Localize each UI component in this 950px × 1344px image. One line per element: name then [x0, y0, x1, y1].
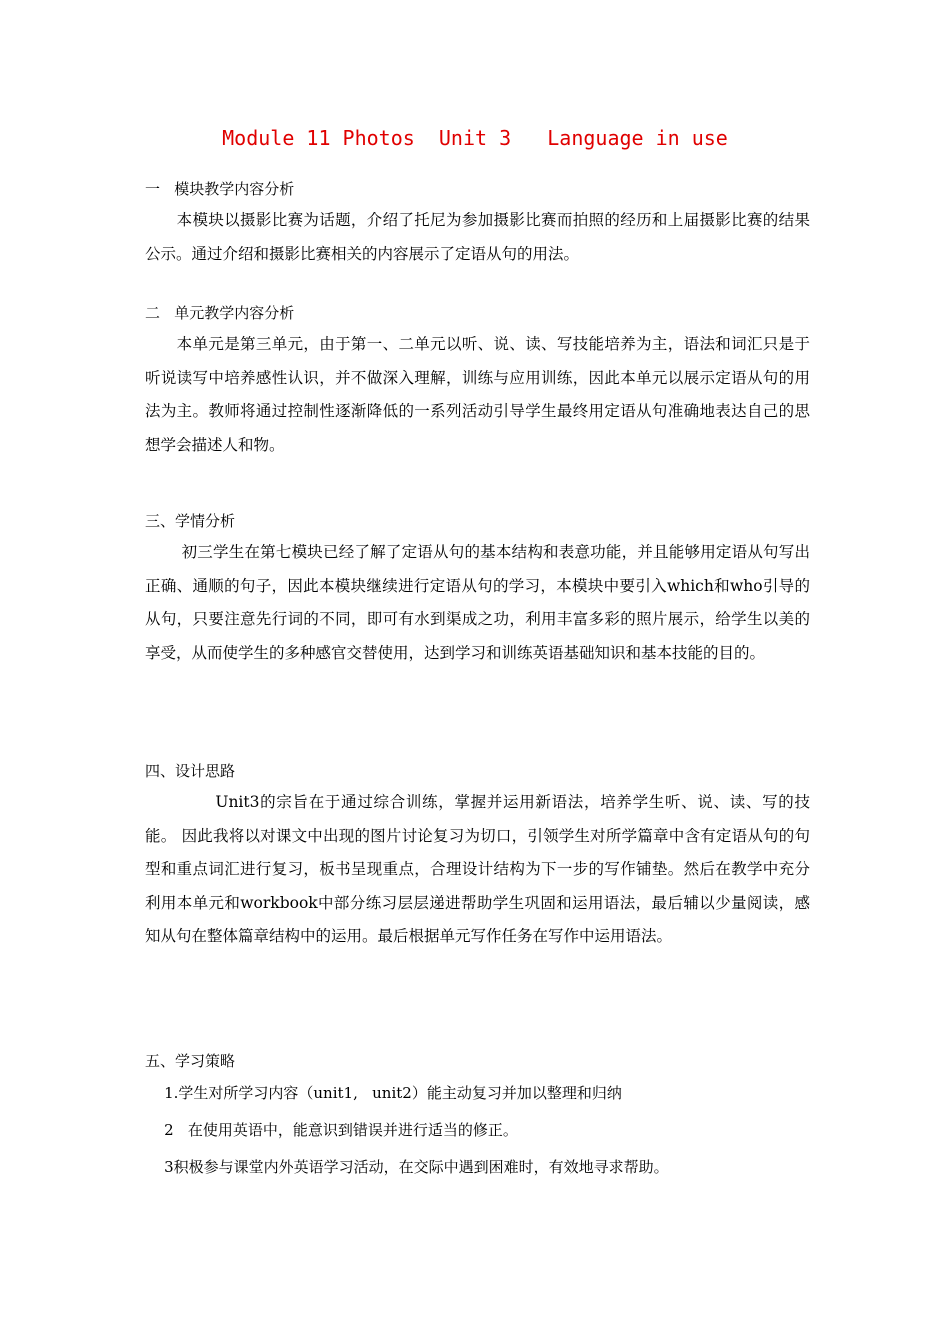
section-design-idea: [145, 760, 810, 954]
section-paragraph: 本单元是第三单元，由于第一、二单元以听、说、读、写技能培养为主，语法和词汇只是于听说读写中培养感性认识，并不做深入理解，训练与应用训练，因此本单元以展示定语从句的用法为主。教师将通过控制性逐渐降低的一系列活动引导学生最终用定语从句准确地表达自己的思想学会描述人和物。: [145, 335, 810, 454]
section-heading: 五、学习策略: [145, 1052, 236, 1070]
list-item: 1.学生对所学习内容（unit1, unit2）能主动复习并加以整理和归纳: [145, 1084, 622, 1102]
section-unit-analysis: [145, 302, 810, 462]
section-paragraph: 初三学生在第七模块已经了解了定语从句的基本结构和表意功能，并且能够用定语从句写出正确、通顺的句子，因此本模块继续进行定语从句的学习，本模块中要引入which和who引导的从句，只要注意先行词的不同，即可有水到渠成之功，利用丰富多彩的照片展示，给学生以美的享受，从而使学生的多种感官交替使用，达到学习和训练英语基础知识和基本技能的目的。: [145, 543, 810, 662]
section-learning-strategy: [145, 1050, 810, 1186]
strategy-list: [145, 1075, 810, 1186]
section-heading: 三、学情分析: [145, 512, 236, 530]
list-item: 2 在使用英语中，能意识到错误并进行适当的修正。: [145, 1121, 518, 1139]
list-item: 3积极参与课堂内外英语学习活动，在交际中遇到困难时，有效地寻求帮助。: [145, 1158, 669, 1176]
section-student-analysis: [145, 510, 810, 670]
section-heading: 一 模块教学内容分析: [145, 180, 295, 198]
section-module-analysis: [145, 178, 810, 271]
section-heading: 四、设计思路: [145, 762, 236, 780]
section-paragraph: 本模块以摄影比赛为话题，介绍了托尼为参加摄影比赛而拍照的经历和上届摄影比赛的结果公示。通过介绍和摄影比赛相关的内容展示了定语从句的用法。: [145, 211, 810, 263]
section-paragraph: Unit3的宗旨在于通过综合训练，掌握并运用新语法，培养学生听、说、读、写的技能。 因此我将以对课文中出现的图片讨论复习为切口，引领学生对所学篇章中含有定语从句的句型和重点词汇进行复习，板书呈现重点，合理设计结构为下一步的写作铺垫。然后在教学中充分利用本单元和workbook中部分练习层层递进帮助学生巩固和运用语法，最后辅以少量阅读，感知从句在整体篇章结构中的运用。最后根据单元写作任务在写作中运用语法。: [145, 793, 810, 945]
section-heading: 二 单元教学内容分析: [145, 304, 295, 322]
document-title: Module 11 Photos Unit 3 Language in use: [222, 126, 728, 150]
